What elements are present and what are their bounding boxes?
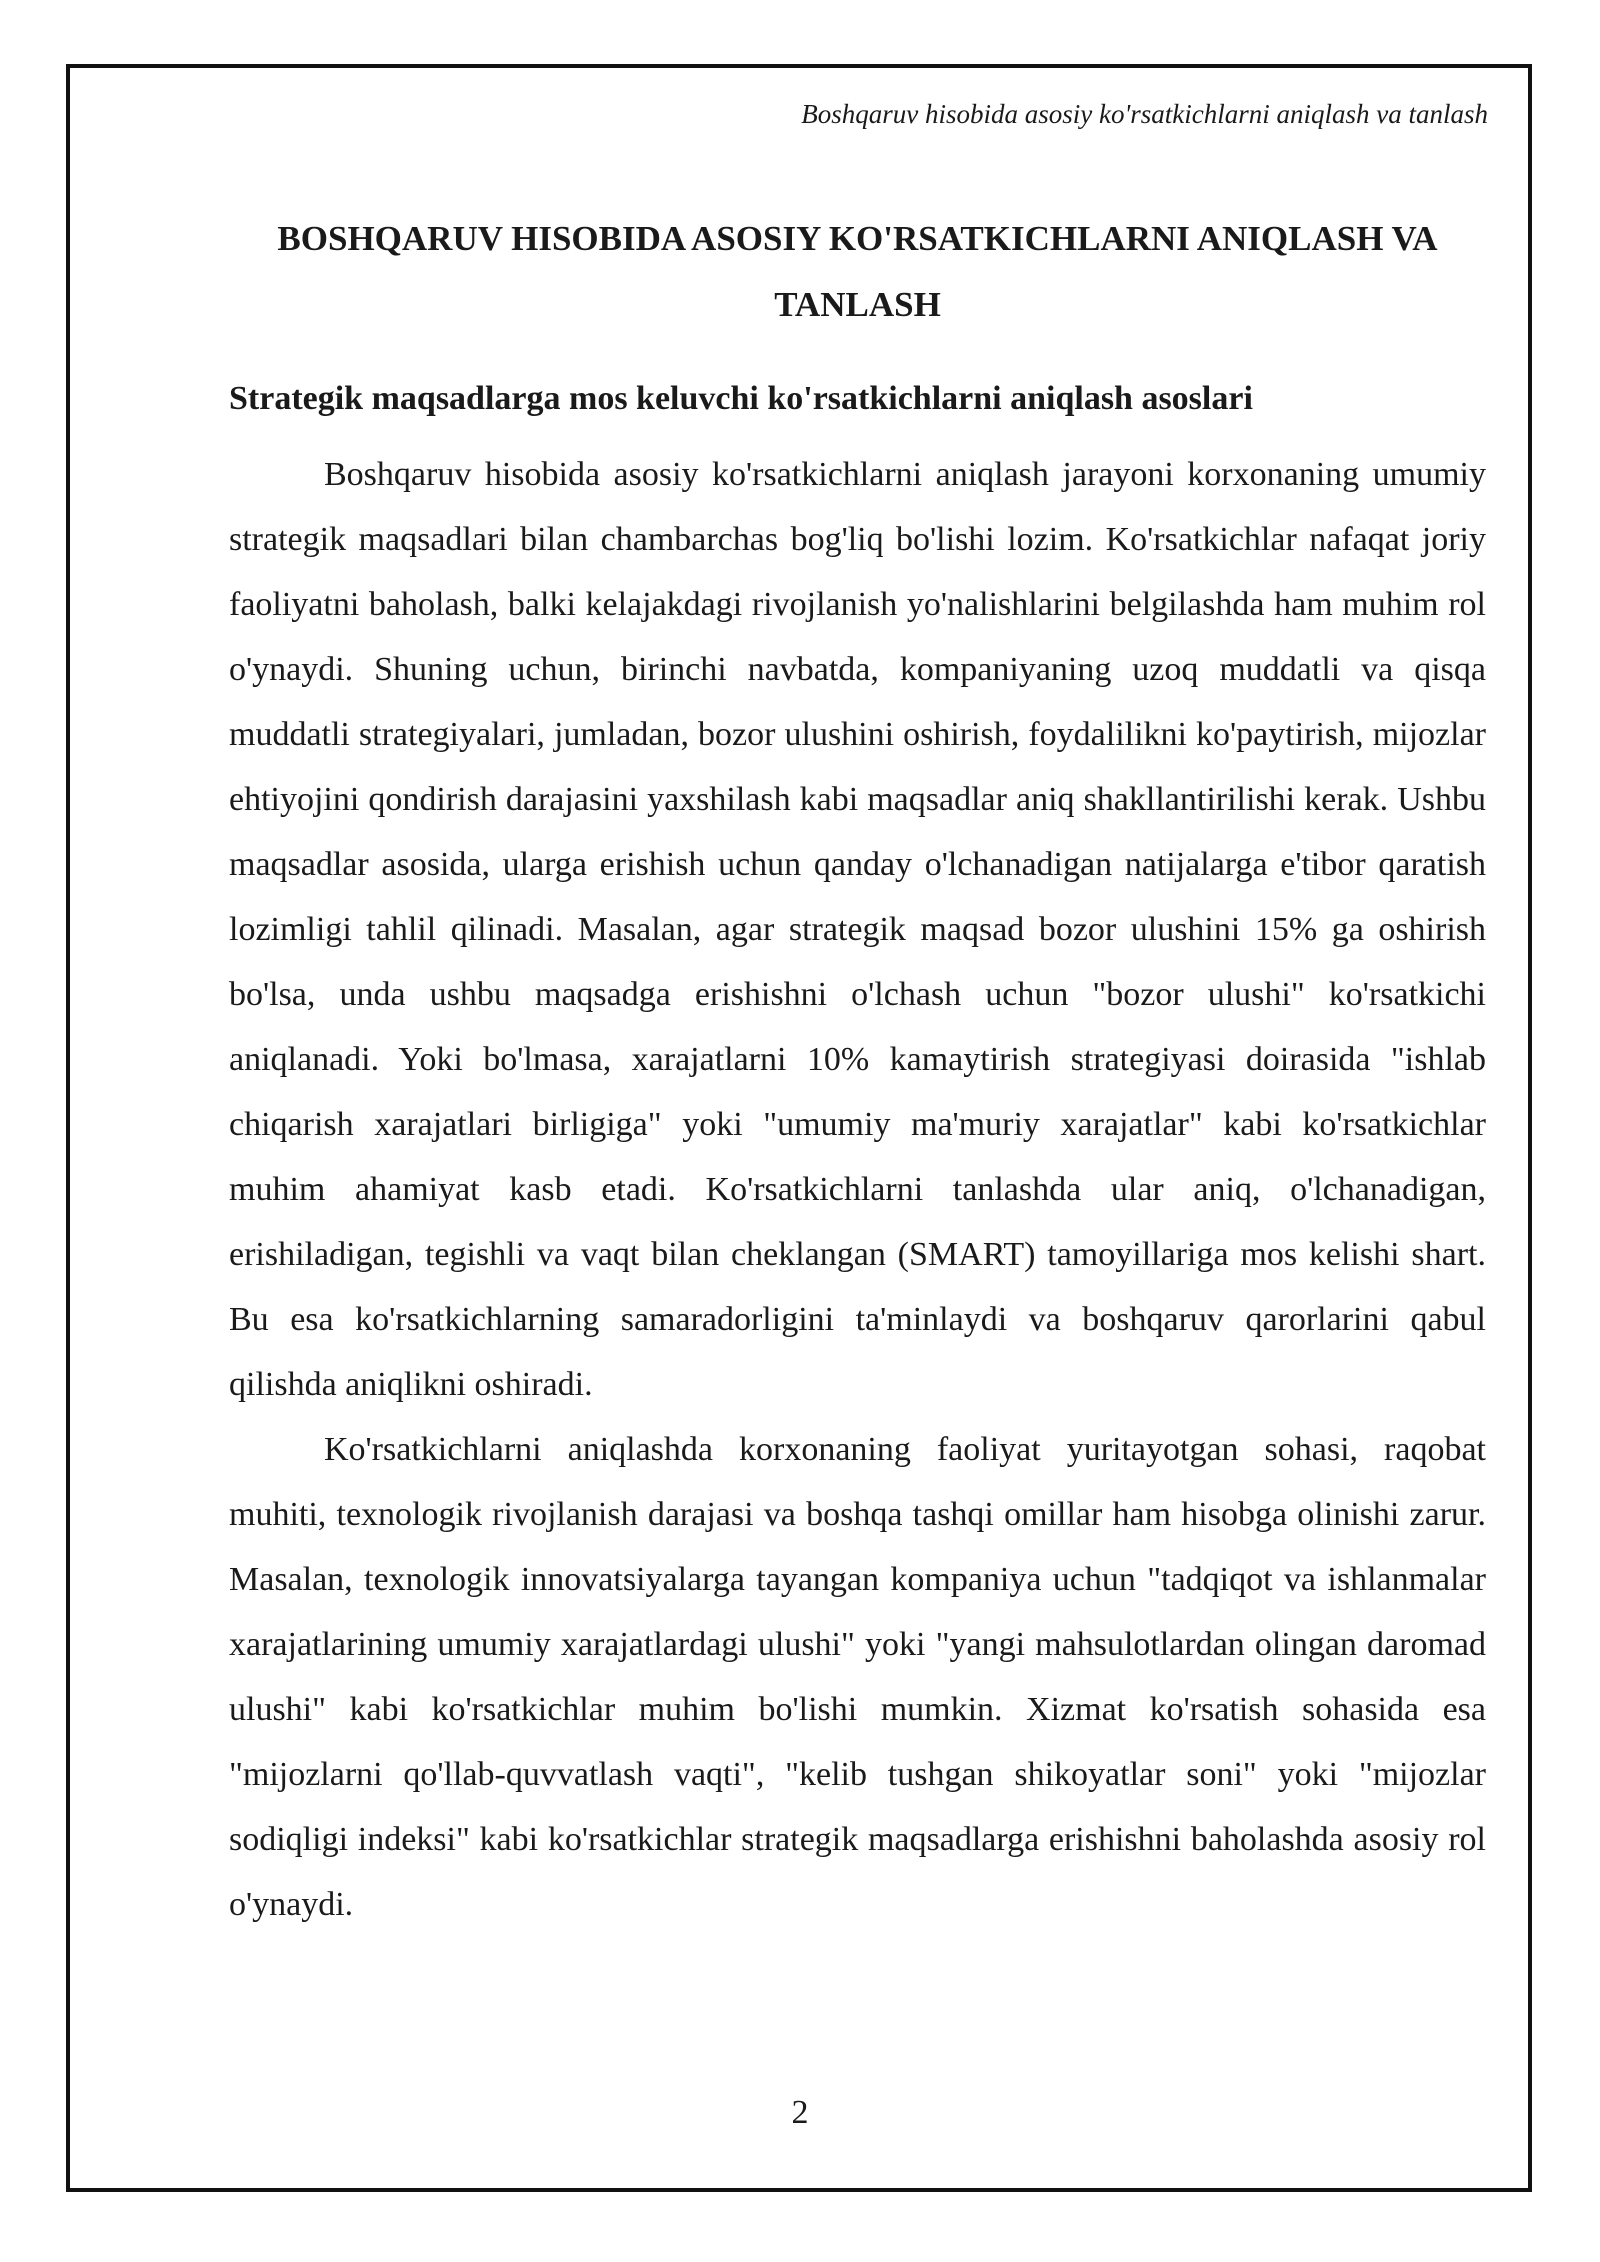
running-header: Boshqaruv hisobida asosiy ko'rsatkichlarni aniqlash va tanlash [801,99,1488,129]
body-paragraph: Ko'rsatkichlarni aniqlashda korxonaning faoliyat yuritayotgan sohasi, raqobat muhiti, texnologik rivojlanish darajasi va boshqa tashqi omillar ham hisobga olinishi zarur. Masalan, texnologik innovatsiyalarga tayangan kompaniya uchun "tadqiqot va ishlanmalar xarajatlarining umumiy xarajatlardagi ulushi" yoki "yangi mahsulotlardan olingan daromad ulushi" kabi ko'rsatkichlar muhim bo'lishi mumkin. Xizmat ko'rsatish sohasida esa "mijozlarni qo'llab-quvvatlash vaqti", "kelib tushgan shikoyatlar soni" yoki "mijozlar sodiqligi indeksi" kabi ko'rsatkichlar strategik maqsadlarga erishishni baholashda asosiy rol o'ynaydi. [229,1431,1486,1923]
body-paragraph: Boshqaruv hisobida asosiy ko'rsatkichlarni aniqlash jarayoni korxonaning umumiy strategik maqsadlari bilan chambarchas bog'liq bo'lishi lozim. Ko'rsatkichlar nafaqat joriy faoliyatni baholash, balki kelajakdagi rivojlanish yo'nalishlarini belgilashda ham muhim rol o'ynaydi. Shuning uchun, birinchi navbatda, kompaniyaning uzoq muddatli va qisqa muddatli strategiyalari, jumladan, bozor ulushini oshirish, foydalilikni ko'paytirish, mijozlar ehtiyojini qondirish darajasini yaxshilash kabi maqsadlar aniq shakllantirilishi kerak. Ushbu maqsadlar asosida, ularga erishish uchun qanday o'lchanadigan natijalarga e'tibor qaratish lozimligi tahlil qilinadi. Masalan, agar strategik maqsad bozor ulushini 15% ga oshirish bo'lsa, unda ushbu maqsadga erishishni o'lchash uchun "bozor ulushi" ko'rsatkichi aniqlanadi. Yoki bo'lmasa, xarajatlarni 10% kamaytirish strategiyasi doirasida "ishlab chiqarish xarajatlari birligiga" yoki "umumiy ma'muriy xarajatlar" kabi ko'rsatkichlar muhim ahamiyat kasb etadi. Ko'rsatkichlarni tanlashda ular aniq, o'lchanadigan, erishiladigan, tegishli va vaqt bilan cheklangan (SMART) tamoyillariga mos kelishi shart. Bu esa ko'rsatkichlarning samaradorligini ta'minlaydi va boshqaruv qarorlarini qabul qilishda aniqlikni oshiradi. [229,456,1486,1403]
section-heading: Strategik maqsadlarga mos keluvchi ko'rsatkichlarni aniqlash asoslari [229,380,1253,417]
page-number: 2 [791,2094,809,2131]
document-body [229,206,1486,1937]
document-title: BOSHQARUV HISOBIDA ASOSIY KO'RSATKICHLARNI ANIQLASH VA TANLASH [277,219,1438,324]
